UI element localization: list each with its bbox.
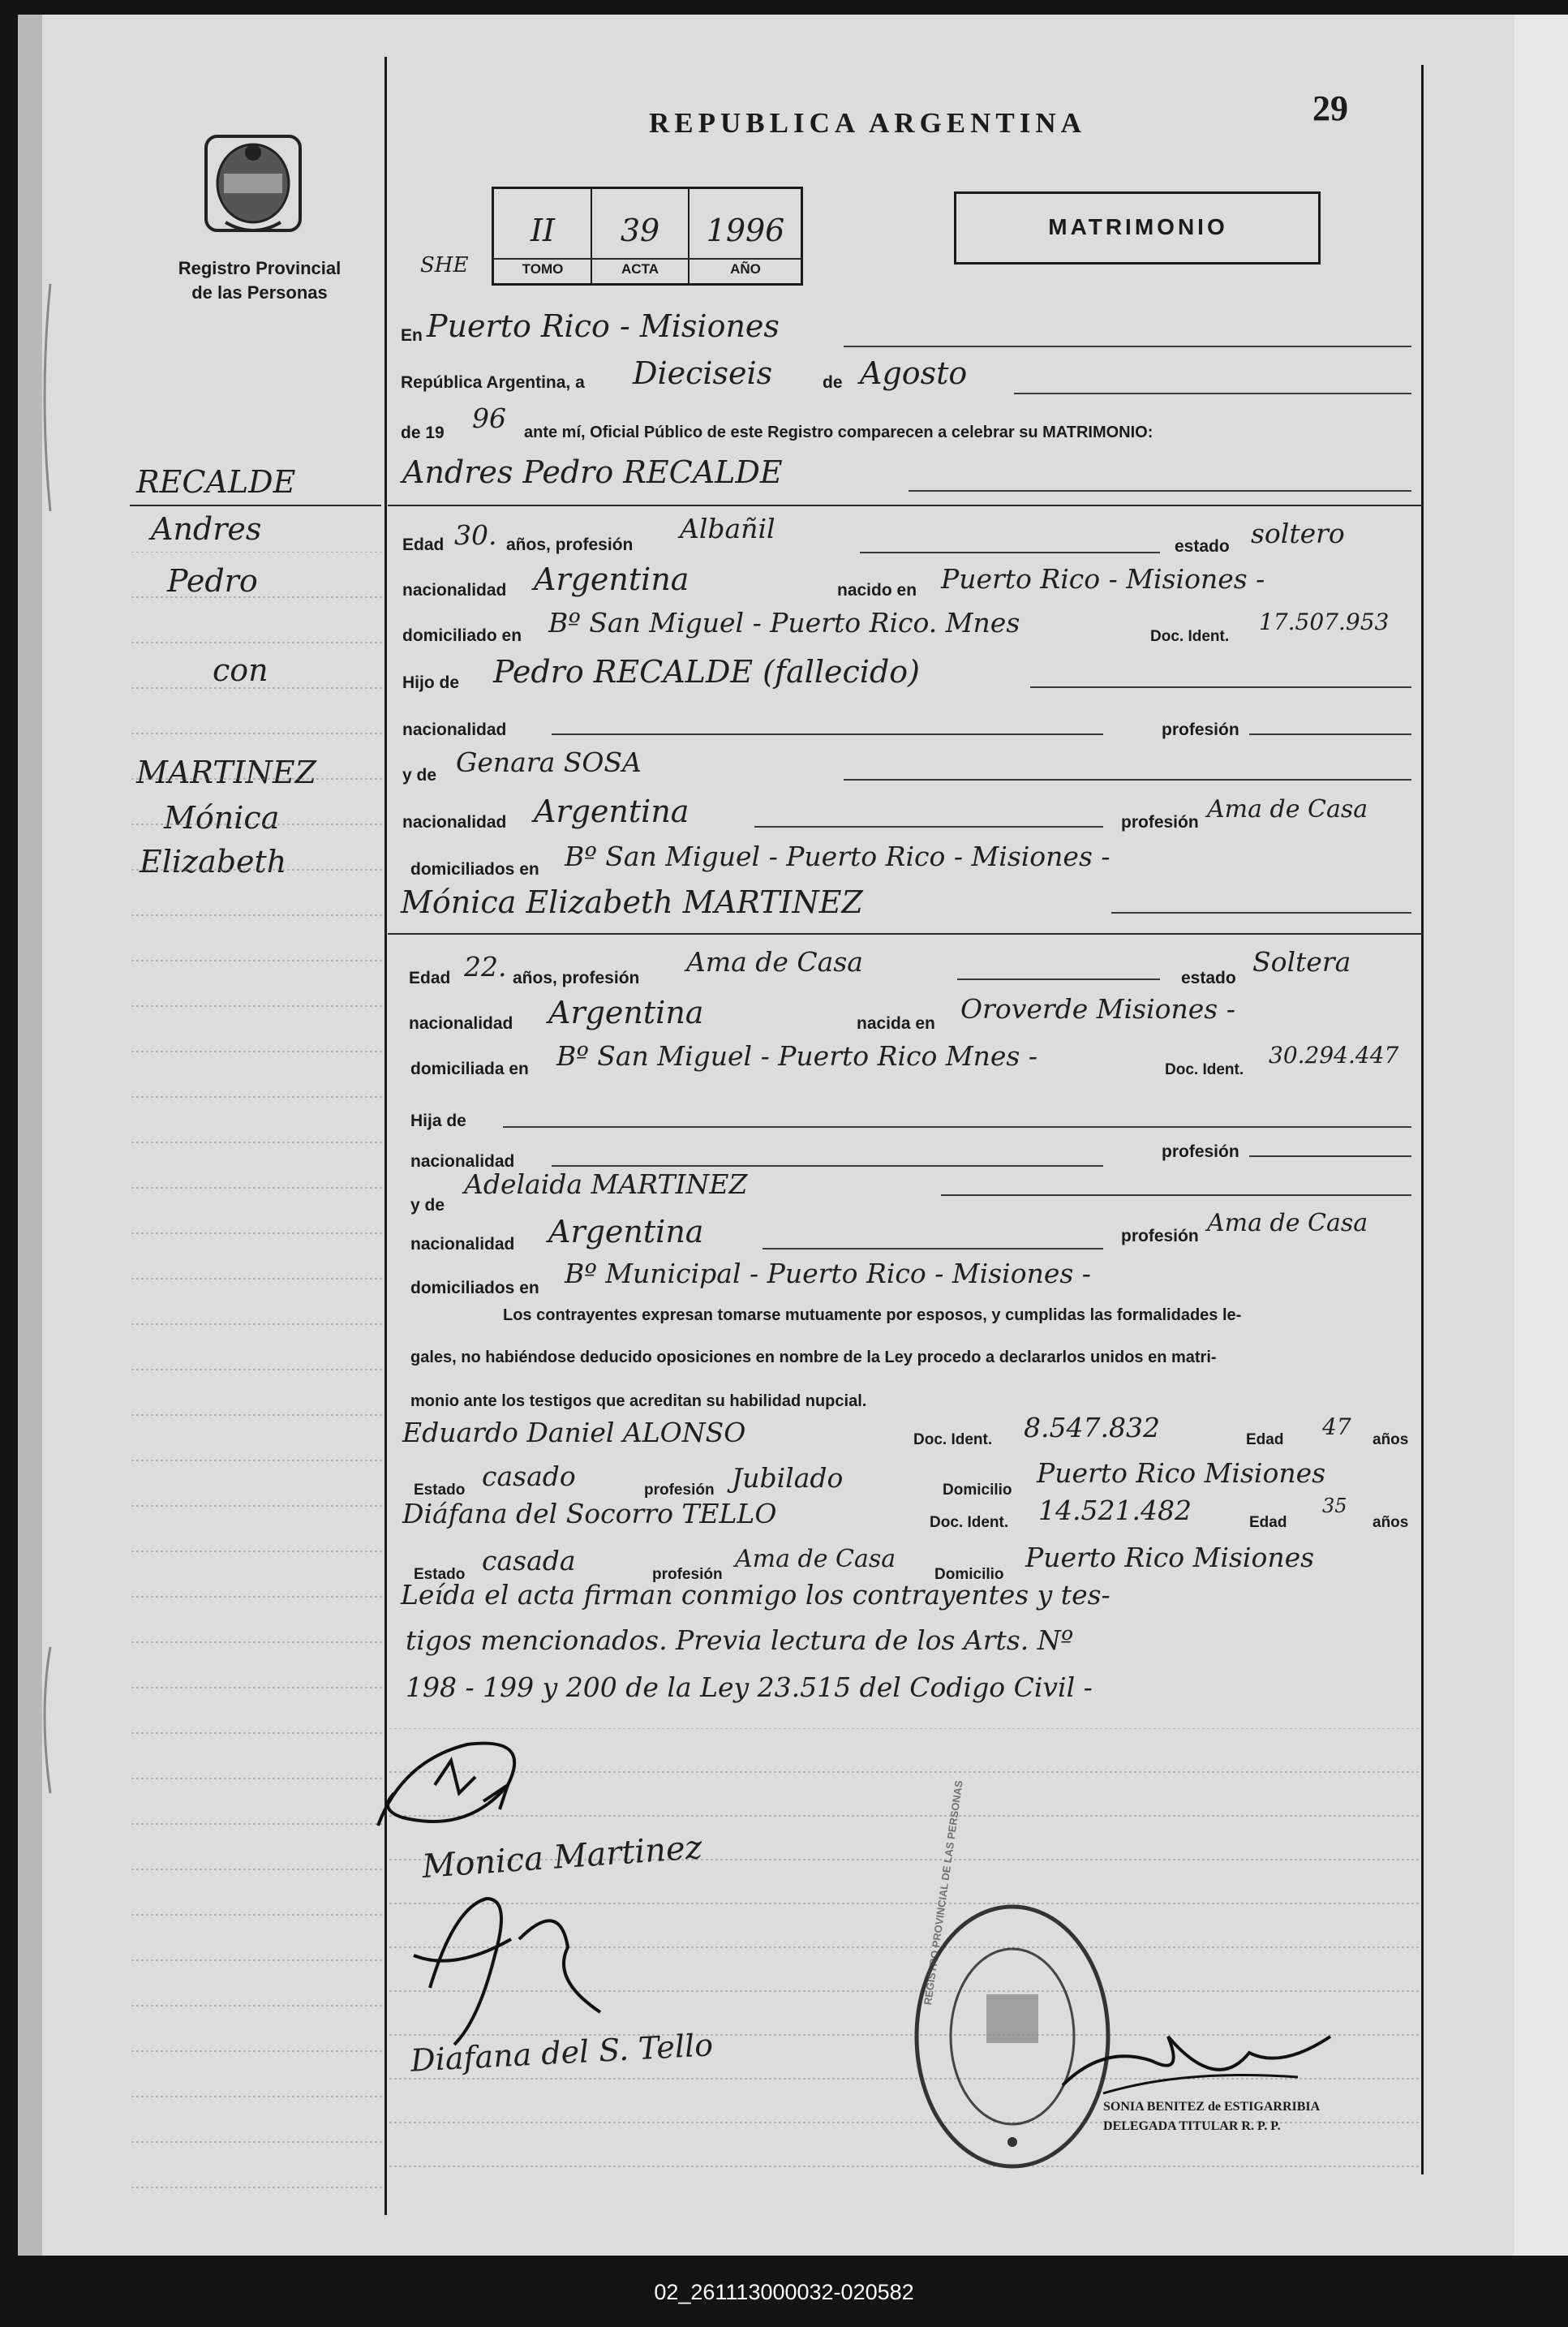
witness1-estado-label: Estado [414,1482,466,1499]
witness2-anos-label: años [1373,1514,1409,1531]
closing-line1: Leída el acta firman conmigo los contrayentes y tes- [401,1579,1110,1611]
groom-address: Bº San Miguel - Puerto Rico. Mnes [548,607,1020,639]
bride-domiciliados-label: domiciliados en [410,1279,539,1297]
intro-place: Puerto Rico - Misiones [427,308,780,344]
groom-mother-nac-line [754,826,1103,828]
groom-mother: Genara SOSA [456,746,642,778]
intro-republica-label: República Argentina, a [401,373,585,392]
groom-civil-status: soltero [1251,518,1345,549]
groom-doc-number: 17.507.953 [1259,609,1390,635]
witness1-profesion-label: profesión [644,1482,715,1499]
groom-full-name: Andres Pedro RECALDE [402,454,783,490]
bride-name-line [1111,912,1411,914]
groom-mother-line [844,779,1411,781]
bride-full-name: Mónica Elizabeth MARTINEZ [401,884,863,920]
groom-father-prof-line [1249,733,1411,735]
groom-domiciliado-label: domiciliado en [402,626,522,645]
intro-month: Agosto [860,355,968,391]
groom-name-line [909,490,1411,492]
binding-marks [32,268,65,1809]
intro-place-line [844,346,1411,347]
bride-father-line [503,1126,1411,1128]
intro-year-prefix: de 19 [401,424,445,442]
seal-text: REGISTRO PROVINCIAL DE LAS PERSONAS [921,1779,965,2007]
she-mark: SHE [420,253,469,277]
groom-y-de-label: y de [402,766,437,785]
bride-section-rule [388,933,1423,935]
margin-ruled-lines [131,552,383,2207]
margin-divider [384,57,387,2215]
groom-father: Pedro RECALDE (fallecido) [493,654,920,690]
acta-value: 39 [620,213,660,248]
bride-mother-nac-label: nacionalidad [410,1235,515,1254]
page-number: 29 [1312,88,1348,128]
bride-nationality: Argentina [548,995,704,1030]
witness1-address: Puerto Rico Misiones [1037,1457,1326,1489]
right-frame-line [1421,65,1424,2174]
groom-hijo-label: Hijo de [402,673,460,692]
bride-nacida-label: nacida en [857,1014,935,1033]
margin-groom-name1: Andres [151,511,262,547]
witness2-domicilio-label: Domicilio [934,1566,1004,1583]
witness2-estado-label: Estado [414,1566,466,1583]
signature-bride: Monica Martinez [420,1828,704,1886]
margin-bride-name1: Mónica [164,800,280,836]
groom-mother-prof-label: profesión [1121,813,1199,832]
groom-parents-address: Bº San Miguel - Puerto Rico - Misiones - [565,841,1110,872]
tomo-label: TOMO [522,261,564,277]
bride-father-nac-line [552,1165,1103,1167]
image-identifier: 02_261113000032-020582 [654,2280,914,2304]
country-heading: REPUBLICA ARGENTINA [649,107,1086,139]
witness2-address: Puerto Rico Misiones [1025,1542,1315,1573]
declaration-line1: Los contrayentes expresan tomarse mutuamente por esposos, y cumplidas las formalidades le- [503,1306,1242,1324]
bride-parents-address: Bº Municipal - Puerto Rico - Misiones - [565,1258,1091,1289]
signature-groom [370,1728,556,1850]
witness2-profession: Ama de Casa [735,1545,896,1573]
signature-witness1 [406,1890,616,2053]
bride-doc-label: Doc. Ident. [1165,1061,1244,1078]
declaration-line3: monio ante los testigos que acreditan su habilidad nupcial. [410,1392,867,1410]
witness2-edad-label: Edad [1249,1514,1287,1531]
official-title: DELEGADA TITULAR R. P. P. [1103,2119,1281,2133]
registry-name-line1: Registro Provincial [178,258,342,278]
margin-rule [130,505,381,506]
bride-estado-label: estado [1181,969,1236,987]
ano-value: 1996 [706,213,785,248]
document-type: MATRIMONIO [1048,214,1228,239]
witness1-profession: Jubilado [732,1462,844,1494]
bride-mother-nationality: Argentina [548,1214,704,1250]
bride-father-prof-line [1249,1155,1411,1157]
bride-mother-prof-label: profesión [1121,1227,1199,1245]
groom-mother-nac-label: nacionalidad [402,813,507,832]
bride-civil-status: Soltera [1252,946,1351,978]
official-name: SONIA BENITEZ de ESTIGARRIBIA [1103,2100,1321,2114]
groom-section-rule [388,505,1423,506]
groom-father-prof-label: profesión [1162,720,1239,739]
groom-mother-profession: Ama de Casa [1207,795,1368,824]
bride-profession: Ama de Casa [686,946,863,978]
intro-statement: ante mí, Oficial Público de este Registro comparecen a celebrar su MATRIMONIO: [524,424,1153,441]
bride-hija-label: Hija de [410,1112,466,1130]
groom-father-nac-line [552,733,1103,735]
groom-estado-label: estado [1175,537,1230,556]
bride-father-prof-label: profesión [1162,1142,1239,1161]
witness2-profesion-label: profesión [652,1566,723,1583]
bride-mother-line [941,1194,1411,1196]
closing-line3: 198 - 199 y 200 de la Ley 23.515 del Codigo Civil - [406,1671,1093,1703]
groom-birthplace: Puerto Rico - Misiones - [941,563,1265,595]
groom-profession: Albañil [680,513,775,544]
witness1-anos-label: años [1373,1431,1409,1448]
witness2-doc-label: Doc. Ident. [930,1514,1009,1531]
margin-groom-name2: Pedro [167,563,258,599]
signature-witness2: Diafana del S. Tello [410,2027,715,2079]
intro-day: Dieciseis [633,355,773,391]
witness2-name: Diáfana del Socorro TELLO [402,1498,777,1529]
groom-anos-label: años, profesión [506,536,634,554]
witness1-civil-status: casado [482,1460,576,1492]
bride-age: 22. [464,951,507,983]
record-box-row-divider [493,258,801,260]
groom-nacionalidad-label: nacionalidad [402,581,507,600]
bride-father-nac-label: nacionalidad [410,1152,515,1171]
margin-bride-name2: Elizabeth [140,844,287,880]
witness1-doc-label: Doc. Ident. [913,1431,993,1448]
intro-month-line [1014,393,1411,394]
groom-edad-label: Edad [402,536,445,554]
witness1-domicilio-label: Domicilio [943,1482,1012,1499]
closing-line2: tigos mencionados. Previa lectura de los Arts. Nº [406,1624,1074,1656]
groom-doc-label: Doc. Ident. [1150,628,1230,645]
margin-connector: con [213,652,268,688]
groom-age: 30. [454,519,497,551]
registry-name-line2: de las Personas [191,282,328,303]
bride-doc-number: 30.294.447 [1269,1042,1399,1069]
coat-of-arms-icon [201,125,305,239]
groom-domiciliados-label: domiciliados en [410,860,539,879]
groom-father-nac-label: nacionalidad [402,720,507,739]
declaration-line2: gales, no habiéndose deducido oposiciones en nombre de la Ley procedo a declararlos unidos en matri- [410,1348,1217,1366]
tomo-value: II [530,213,556,248]
bride-mother-profession: Ama de Casa [1207,1209,1368,1237]
bride-birthplace: Oroverde Misiones - [960,993,1235,1025]
witness1-doc-number: 8.547.832 [1024,1412,1160,1443]
groom-nacido-label: nacido en [837,581,917,600]
bride-mother-nac-line [763,1248,1103,1250]
witness2-age: 35 [1322,1495,1347,1517]
bride-address: Bº San Miguel - Puerto Rico Mnes - [556,1040,1037,1072]
intro-en-label: En [401,326,423,345]
bride-nacionalidad-label: nacionalidad [409,1014,513,1033]
witness2-civil-status: casada [482,1545,576,1576]
bride-profession-line [957,979,1160,980]
margin-bride-surname: MARTINEZ [136,755,317,790]
groom-nationality: Argentina [534,561,689,597]
bride-edad-label: Edad [409,969,451,987]
bride-mother: Adelaida MARTINEZ [464,1168,748,1200]
intro-de-label: de [823,373,843,392]
bride-y-de-label: y de [410,1196,445,1215]
bride-domiciliada-label: domiciliada en [410,1060,529,1078]
bride-anos-label: años, profesión [513,969,640,987]
ano-label: AÑO [730,261,761,277]
witness1-name: Eduardo Daniel ALONSO [402,1417,746,1448]
witness1-age: 47 [1322,1413,1351,1440]
page-edge [1514,15,1568,2256]
acta-label: ACTA [621,261,659,277]
intro-year-suffix: 96 [472,402,506,434]
groom-mother-nationality: Argentina [534,794,689,829]
groom-profession-line [860,552,1160,553]
groom-father-line [1030,686,1411,688]
witness2-doc-number: 14.521.482 [1038,1495,1192,1526]
margin-groom-surname: RECALDE [136,464,296,500]
witness1-edad-label: Edad [1246,1431,1284,1448]
